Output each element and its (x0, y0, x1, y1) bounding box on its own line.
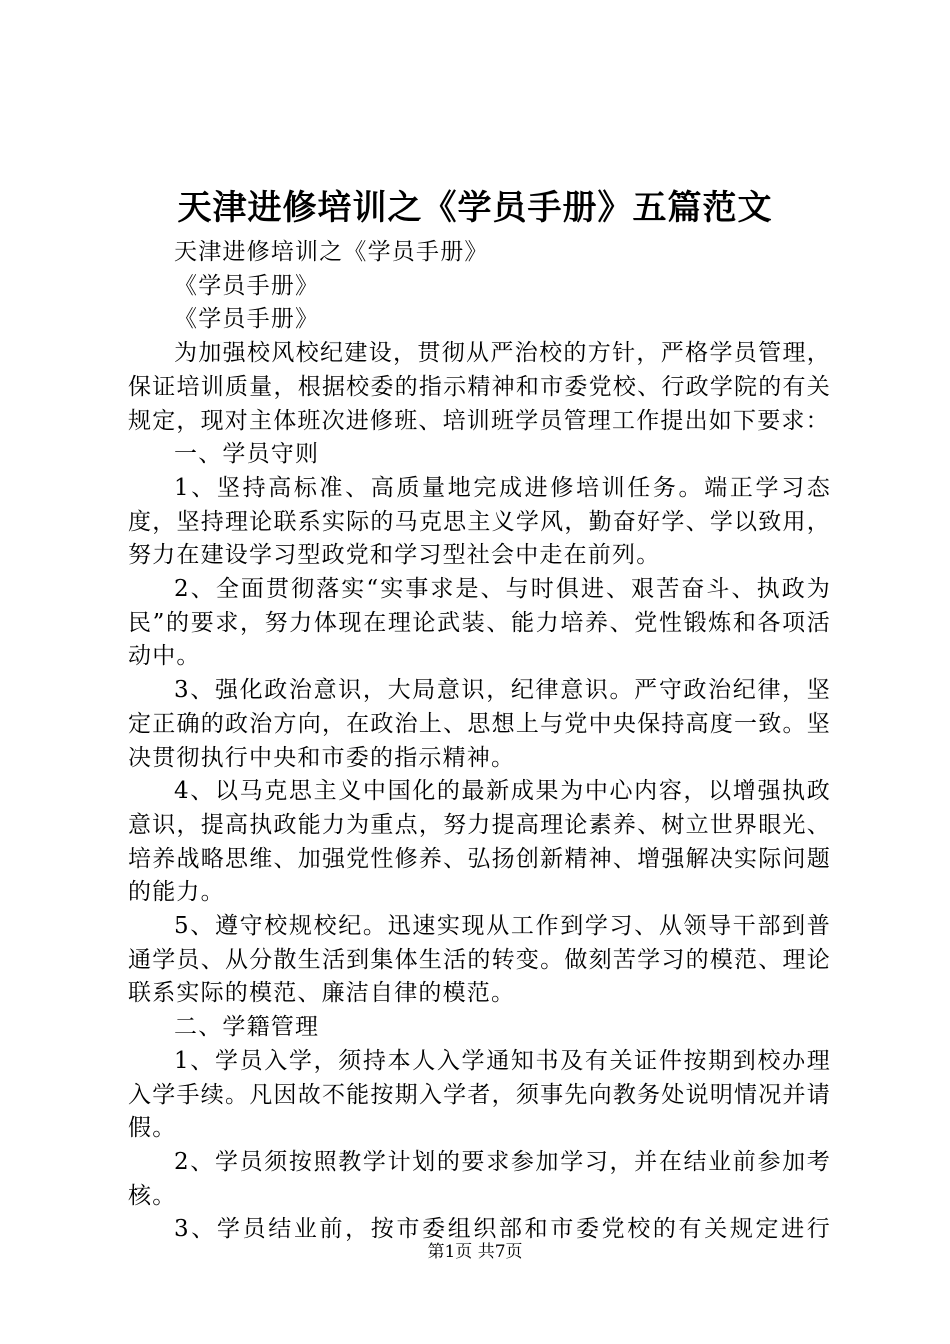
section-heading: 一、学员守则 (174, 441, 320, 468)
paragraph: 天津进修培训之《学员手册》 (174, 239, 489, 265)
paragraph: 4、以马克思主义中国化的最新成果为中心内容，以增强执政意识，提高执政能力为重点，努力提高理论素养、树立世界眼光、培养战略思维、加强党性修养、弘扬创新精神、增强解决实际问题的能力。 (128, 778, 831, 906)
paragraph: 2、全面贯彻落实“实事求是、与时俱进、艰苦奋斗、执政为民”的要求，努力体现在理论武装、能力培养、党性锻炼和各项活动中。 (128, 576, 831, 670)
paragraph: 《学员手册》 (174, 306, 320, 333)
document-title: 天津进修培训之《学员手册》五篇范文 (177, 188, 773, 228)
paragraph: 3、学员结业前，按市委组织部和市委党校的有关规定进行 (174, 1216, 831, 1243)
section-heading: 二、学籍管理 (174, 1014, 320, 1041)
document-body (128, 236, 831, 1247)
paragraph: 为加强校风校纪建设，贯彻从严治校的方针，严格学员管理，保证培训质量，根据校委的指示精神和市委党校、行政学院的有关规定，现对主体班次进修班、培训班学员管理工作提出如下要求： (128, 340, 831, 434)
paragraph: 3、强化政治意识，大局意识，纪律意识。严守政治纪律，坚定正确的政治方向，在政治上、思想上与党中央保持高度一致。坚决贯彻执行中央和市委的指示精神。 (128, 677, 831, 771)
paragraph: 1、坚持高标准、高质量地完成进修培训任务。端正学习态度，坚持理论联系实际的马克思主义学风，勤奋好学、学以致用，努力在建设学习型政党和学习型社会中走在前列。 (128, 474, 831, 569)
paragraph: 5、遵守校规校纪。迅速实现从工作到学习、从领导干部到普通学员、从分散生活到集体生活的转变。做刻苦学习的模范、理论联系实际的模范、廉洁自律的模范。 (128, 913, 831, 1007)
page-number: 第1页 共7页 (427, 1242, 523, 1262)
paragraph: 《学员手册》 (174, 272, 320, 299)
paragraph: 2、学员须按照教学计划的要求参加学习，并在结业前参加考核。 (128, 1148, 831, 1209)
paragraph: 1、学员入学，须持本人入学通知书及有关证件按期到校办理入学手续。凡因故不能按期入学者，须事先向教务处说明情况并请假。 (128, 1047, 831, 1142)
